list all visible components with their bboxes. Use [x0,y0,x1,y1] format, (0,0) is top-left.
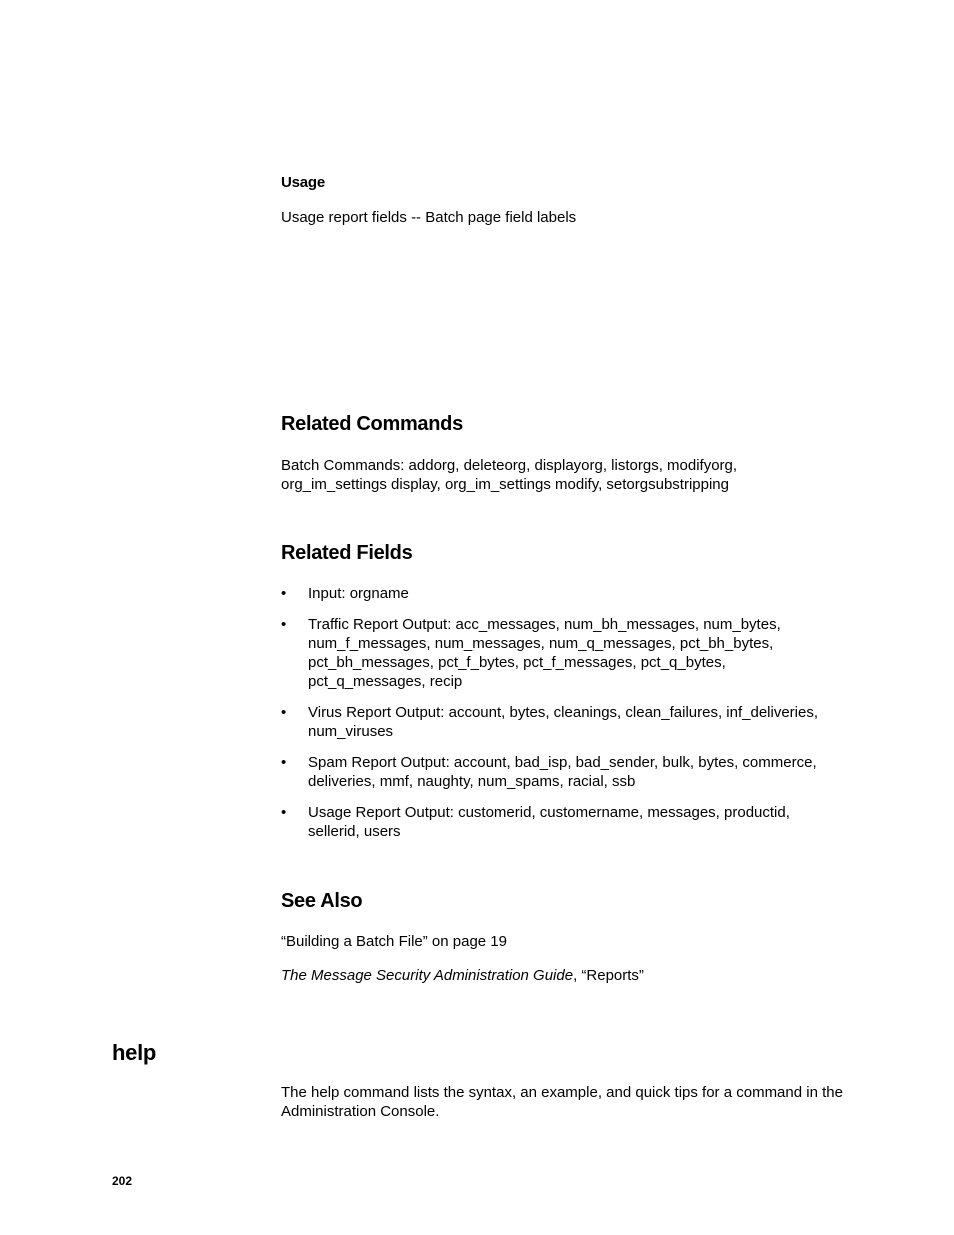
see-also-ref-1[interactable]: “Building a Batch File” on page 19 [281,933,507,950]
see-also-ref-2[interactable] [281,966,846,985]
list-item-text: Input: orgname [308,585,409,602]
see-also-heading: See Also [281,890,363,912]
bullet-icon: • [281,616,287,633]
list-item [281,584,841,603]
list-item [281,753,841,791]
page-number: 202 [112,1174,133,1188]
related-fields-list [281,584,841,853]
usage-heading: Usage [281,174,326,191]
usage-text: Usage report fields -- Batch page field labels [281,209,577,226]
list-item [281,803,841,841]
bullet-icon: • [281,585,287,602]
list-item [281,615,841,691]
bullet-icon: • [281,704,287,721]
related-fields-heading: Related Fields [281,542,413,564]
bullet-icon: • [281,804,287,821]
help-text: The help command lists the syntax, an example, and quick tips for a command in the Administration Console. [281,1084,843,1120]
related-commands-line-2: org_im_settings display, org_im_settings modify, setorgsubstripping [281,476,729,493]
list-item-text: Usage Report Output: customerid, customername, messages, productid, sellerid, users [308,804,790,840]
list-item-text: Traffic Report Output: acc_messages, num_bh_messages, num_bytes, num_f_messages, num_messages, num_q_messages, pct_bh_bytes, pct_bh_messages, pct_f_bytes, pct_f_messages, pct_q_bytes, pct_q_messages, recip [308,616,781,690]
guide-title: The Message Security Administration Guide [281,967,574,984]
bullet-icon: • [281,754,287,771]
related-commands-text [281,456,846,494]
list-item-text: Spam Report Output: account, bad_isp, bad_sender, bulk, bytes, commerce, deliveries, mmf, naughty, num_spams, racial, ssb [308,754,817,790]
related-commands-line-1: Batch Commands: addorg, deleteorg, displayorg, listorgs, modifyorg, [281,457,738,474]
related-commands-heading: Related Commands [281,413,463,435]
guide-chapter: , “Reports” [573,967,644,984]
list-item [281,703,841,741]
help-heading: help [112,1040,157,1065]
list-item-text: Virus Report Output: account, bytes, cleanings, clean_failures, inf_deliveries, num_viruses [308,704,818,740]
